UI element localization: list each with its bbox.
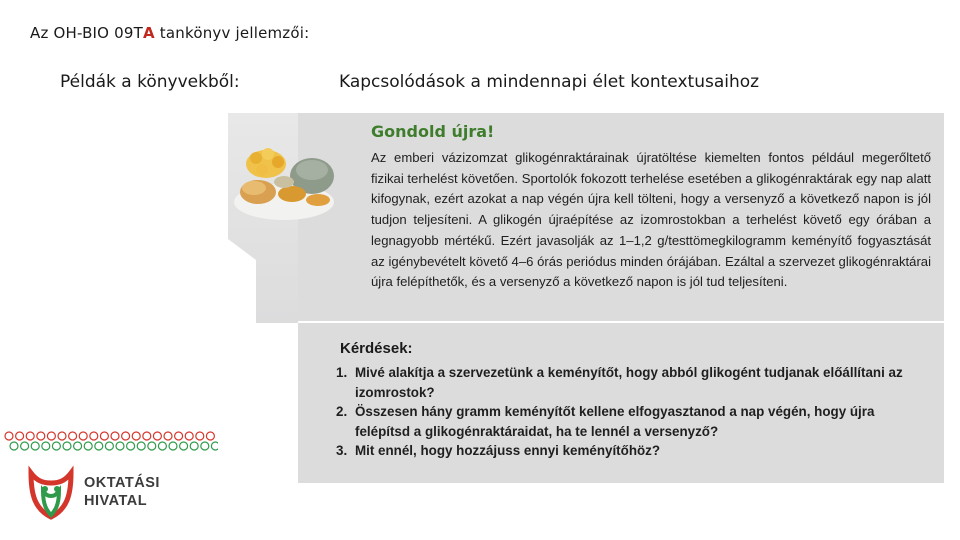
box-title: Gondold újra! [371,122,495,141]
header-prefix: Az OH-BIO 09T [30,24,144,42]
bead-icon [127,442,135,450]
bead-icon [201,442,209,450]
bead-icon [137,442,145,450]
bead-icon [153,432,161,440]
bead-icon [90,432,98,440]
bead-icon [148,442,156,450]
question-item: 1. Mivé alakítja a szervezetünk a keményítőt, hogy abból glikogént tudjanak előállítani az izomrostok? [336,365,903,400]
bead-icon [158,442,166,450]
bead-icon [180,442,188,450]
logo-text [84,474,160,510]
bead-icon [84,442,92,450]
questions-title: Kérdések: [340,340,413,357]
bead-icon [105,442,113,450]
slide-header [30,24,309,42]
bead-icon [5,432,13,440]
question-item: 3. Mit ennél, hogy hozzájuss ennyi keményítőhöz? [336,443,661,458]
bead-icon [122,432,130,440]
header-accent: A [143,24,155,42]
context-subtitle: Kapcsolódások a mindennapi élet kontextusaihoz [339,72,760,92]
bead-icon [52,442,60,450]
bead-icon [21,442,29,450]
bead-icon [31,442,39,450]
bead-icon [100,432,108,440]
decorative-beads [3,430,218,452]
bead-icon [58,432,66,440]
bead-icon [175,432,183,440]
box-text: Az emberi vázizomzat glikogénraktárainak újratöltése kiemelten fontos például megerőltető fizikai terhelést követően. Sportolók fokozott terhelése esetében a glikogénraktárak egy nap alatt kifogynak, ezért azokat a nap végén újra kell tölteni, hogy a versenyző a következő napon is jól tudjon teljesíteni. A glikogén újraépítése az izomrostokban a terhelést követő egy órában a legnagyobb mértékű. Ezért javasolják az 1–1,2 g/testtömegkilogramm keményítő fogyasztását az igénybevételt követő 4–6 órás periódus minden órájában. Ezáltal a szervezet glikogénraktárai újra felépíthetők, és a versenyző a következő napon is jól tud teljesíteni. [371,150,931,290]
bead-icon [37,432,45,440]
questions-list [336,363,932,461]
logo-line2: HIVATAL [84,493,148,509]
bead-icon [116,442,124,450]
logo-line1: OKTATÁSI [84,475,160,491]
bead-icon [185,432,193,440]
bead-icon [47,432,55,440]
bead-icon [190,442,198,450]
question-item: 2. Összesen hány gramm keményítőt kellene elfogyasztanod a nap végén, hogy újra felépítsd a glikogénraktáraidat, ha te lennél a versenyző? [336,404,875,439]
panel-divider [298,321,944,323]
bead-icon [79,432,87,440]
bead-icon [196,432,204,440]
bead-icon [164,432,172,440]
bead-icon [211,442,218,450]
examples-subtitle: Példák a könyvekből: [60,72,240,92]
oktatasi-hivatal-logo-icon [25,465,77,523]
bead-icon [74,442,82,450]
bead-icon [143,432,151,440]
bead-icon [26,432,34,440]
bead-icon [169,442,177,450]
header-suffix: tankönyv jellemzői: [154,24,310,42]
bead-icon [16,432,24,440]
bead-icon [42,442,50,450]
bead-icon [206,432,214,440]
food-photo-icon [232,126,336,222]
bead-icon [10,442,18,450]
bead-icon [132,432,140,440]
bead-icon [95,442,103,450]
bead-icon [69,432,77,440]
bead-icon [111,432,119,440]
bead-icon [63,442,71,450]
